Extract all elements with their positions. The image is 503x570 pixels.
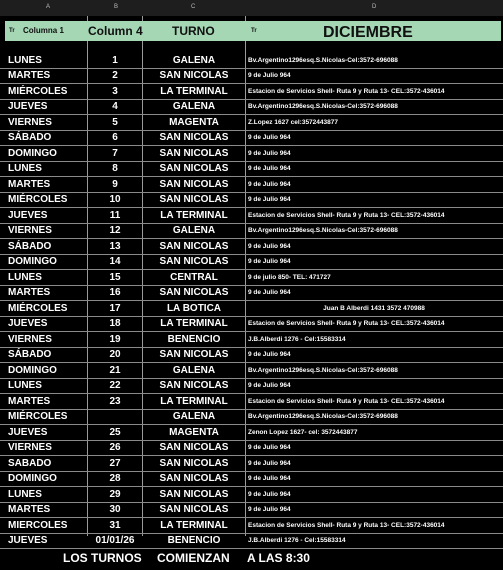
day-cell[interactable]: JUEVES bbox=[8, 101, 48, 112]
address-cell[interactable]: 9 de julio 850- TEL: 471727 bbox=[248, 274, 331, 281]
table-row bbox=[0, 301, 503, 317]
day-cell[interactable]: JUEVES bbox=[8, 535, 48, 546]
day-cell[interactable]: VIERNES bbox=[8, 334, 52, 345]
table-row bbox=[0, 285, 503, 301]
pharmacy-cell[interactable]: SAN NICOLAS bbox=[159, 241, 229, 252]
day-cell[interactable]: DOMINGO bbox=[8, 148, 57, 159]
pharmacy-cell[interactable]: SAN NICOLAS bbox=[159, 349, 229, 360]
table-row bbox=[0, 332, 503, 348]
footer-text-1: LOS TURNOS bbox=[63, 551, 142, 565]
date-number-cell[interactable]: 22 bbox=[109, 380, 121, 391]
address-cell[interactable]: Juan B Alberdi 1431 3572 470988 bbox=[323, 305, 425, 312]
date-number-cell[interactable]: 20 bbox=[109, 349, 121, 360]
pharmacy-cell[interactable]: LA TERMINAL bbox=[160, 86, 228, 97]
pharmacy-cell[interactable]: SAN NICOLAS bbox=[159, 287, 229, 298]
address-cell[interactable]: Bv.Argentino1296esq.S.Nicolas-Cel:3572-696088 bbox=[248, 57, 398, 64]
address-cell[interactable]: 9 de Julio 964 bbox=[248, 382, 291, 389]
table-row bbox=[0, 161, 503, 177]
pharmacy-cell[interactable]: GALENA bbox=[172, 225, 216, 236]
date-number-cell[interactable]: 19 bbox=[109, 334, 121, 345]
address-cell[interactable]: 9 de Julio 964 bbox=[248, 460, 291, 467]
day-cell[interactable]: SABADO bbox=[8, 458, 52, 469]
pharmacy-cell[interactable]: MAGENTA bbox=[169, 427, 219, 438]
header-col2[interactable]: Column 4 bbox=[88, 24, 143, 38]
address-cell[interactable]: Bv.Argentino1296esq.S.Nicolas-Cel:3572-696088 bbox=[248, 413, 398, 420]
pharmacy-cell[interactable]: SAN NICOLAS bbox=[159, 458, 229, 469]
address-cell[interactable]: J.B.Alberdi 1276 - Cel:15583314 bbox=[248, 336, 346, 343]
table-row bbox=[0, 425, 503, 441]
date-number-cell[interactable]: 01/01/26 bbox=[95, 535, 135, 546]
table-row bbox=[0, 533, 503, 549]
table-row bbox=[0, 363, 503, 379]
pharmacy-cell[interactable]: GALENA bbox=[172, 101, 216, 112]
table-row bbox=[0, 270, 503, 286]
table-row bbox=[0, 316, 503, 332]
table-header-row bbox=[5, 21, 501, 41]
date-number-cell[interactable]: 11 bbox=[109, 210, 121, 221]
day-cell[interactable]: DOMINGO bbox=[8, 365, 57, 376]
date-number-cell[interactable]: 8 bbox=[112, 163, 118, 174]
pharmacy-cell[interactable]: SAN NICOLAS bbox=[159, 163, 229, 174]
column-letter-a[interactable]: A bbox=[46, 4, 51, 10]
day-cell[interactable]: JUEVES bbox=[8, 427, 48, 438]
pharmacy-cell[interactable]: LA TERMINAL bbox=[160, 520, 228, 531]
table-row bbox=[0, 378, 503, 394]
date-number-cell[interactable]: 21 bbox=[109, 365, 121, 376]
table-row bbox=[0, 487, 503, 503]
date-number-cell[interactable]: 27 bbox=[109, 458, 121, 469]
date-number-cell[interactable]: 31 bbox=[109, 520, 121, 531]
address-cell[interactable]: Estacion de Servicios Shell- Ruta 9 y Ruta 13- CEL:3572-436014 bbox=[248, 212, 445, 219]
date-number-cell[interactable]: 10 bbox=[109, 194, 121, 205]
day-cell[interactable]: MIERCOLES bbox=[8, 520, 68, 531]
table-row bbox=[0, 99, 503, 115]
day-cell[interactable]: DOMINGO bbox=[8, 473, 57, 484]
pharmacy-cell[interactable]: LA BOTICA bbox=[166, 303, 222, 314]
table-row bbox=[0, 53, 503, 69]
address-cell[interactable]: Bv.Argentino1296esq.S.Nicolas-Cel:3572-696088 bbox=[248, 103, 398, 110]
pharmacy-cell[interactable]: MAGENTA bbox=[169, 117, 219, 128]
address-cell[interactable]: 9 de Julio 964 bbox=[248, 351, 291, 358]
day-cell[interactable]: MARTES bbox=[8, 504, 51, 515]
date-number-cell[interactable]: 13 bbox=[109, 241, 121, 252]
day-cell[interactable]: LUNES bbox=[8, 163, 42, 174]
day-cell[interactable]: SÁBADO bbox=[8, 349, 52, 360]
date-number-cell[interactable]: 1 bbox=[112, 55, 118, 66]
pharmacy-cell[interactable]: BENENCIO bbox=[167, 535, 221, 546]
table-row bbox=[0, 68, 503, 84]
day-cell[interactable]: MARTES bbox=[8, 287, 51, 298]
date-number-cell[interactable]: 25 bbox=[109, 427, 121, 438]
pharmacy-cell[interactable]: LA TERMINAL bbox=[160, 210, 228, 221]
date-number-cell[interactable]: 14 bbox=[109, 256, 121, 267]
table-row bbox=[0, 347, 503, 363]
address-cell[interactable]: Estacion de Servicios Shell- Ruta 9 y Ruta 13- CEL:3572-436014 bbox=[248, 88, 445, 95]
day-cell[interactable]: MARTES bbox=[8, 396, 51, 407]
table-row bbox=[0, 502, 503, 518]
address-cell[interactable]: Estacion de Servicios Shell- Ruta 9 y Ruta 13- CEL:3572-436014 bbox=[248, 398, 445, 405]
text-type-icon[interactable]: Tr bbox=[9, 28, 15, 34]
date-number-cell[interactable]: 16 bbox=[109, 287, 121, 298]
pharmacy-cell[interactable]: GALENA bbox=[172, 55, 216, 66]
address-cell[interactable]: 9 de Julio 964 bbox=[248, 444, 291, 451]
day-cell[interactable]: JUEVES bbox=[8, 318, 48, 329]
table-row bbox=[0, 177, 503, 193]
pharmacy-cell[interactable]: SAN NICOLAS bbox=[159, 148, 229, 159]
date-number-cell[interactable]: 2 bbox=[112, 70, 118, 81]
table-row bbox=[0, 254, 503, 270]
date-number-cell[interactable]: 23 bbox=[109, 396, 121, 407]
footer-text-2: COMIENZAN bbox=[157, 551, 230, 565]
pharmacy-cell[interactable]: SAN NICOLAS bbox=[159, 504, 229, 515]
pharmacy-cell[interactable]: SAN NICOLAS bbox=[159, 442, 229, 453]
day-cell[interactable]: LUNES bbox=[8, 272, 42, 283]
day-cell[interactable]: LUNES bbox=[8, 380, 42, 391]
address-cell[interactable]: Estacion de Servicios Shell- Ruta 9 y Ruta 13- CEL:3572-436014 bbox=[248, 320, 445, 327]
day-cell[interactable]: MIÉRCOLES bbox=[8, 303, 68, 314]
date-number-cell[interactable]: 5 bbox=[112, 117, 118, 128]
address-cell[interactable]: 9 de Julio 964 bbox=[248, 134, 291, 141]
day-cell[interactable]: MARTES bbox=[8, 179, 51, 190]
date-number-cell[interactable]: 30 bbox=[109, 504, 121, 515]
text-type-icon[interactable]: Tr bbox=[251, 28, 257, 34]
column-header-bar bbox=[0, 0, 503, 16]
date-number-cell[interactable]: 7 bbox=[112, 148, 118, 159]
date-number-cell[interactable]: 6 bbox=[112, 132, 118, 143]
address-cell[interactable]: Z.Lopez 1627 cel:3572443877 bbox=[248, 119, 338, 126]
pharmacy-cell[interactable]: GALENA bbox=[172, 411, 216, 422]
day-cell[interactable]: VIERNES bbox=[8, 442, 52, 453]
address-cell[interactable]: Zenon Lopez 1627- cel: 3572443877 bbox=[248, 429, 358, 436]
table-row bbox=[0, 409, 503, 425]
footer-row bbox=[0, 549, 503, 569]
pharmacy-cell[interactable]: SAN NICOLAS bbox=[159, 179, 229, 190]
address-cell[interactable]: J.B.Alberdi 1276 - Cel:15583314 bbox=[248, 537, 346, 544]
pharmacy-cell[interactable]: SAN NICOLAS bbox=[159, 194, 229, 205]
day-cell[interactable]: MIÉRCOLES bbox=[8, 411, 68, 422]
day-cell[interactable]: LUNES bbox=[8, 489, 42, 500]
address-cell[interactable]: 9 de Julio 964 bbox=[248, 289, 291, 296]
day-cell[interactable]: JUEVES bbox=[8, 210, 48, 221]
address-cell[interactable]: 9 de Julio 964 bbox=[248, 150, 291, 157]
table-row bbox=[0, 471, 503, 487]
address-cell[interactable]: 9 de Julio 964 bbox=[248, 165, 291, 172]
date-number-cell[interactable]: 28 bbox=[109, 473, 121, 484]
table-row bbox=[0, 146, 503, 162]
table-row bbox=[0, 130, 503, 146]
pharmacy-cell[interactable]: LA TERMINAL bbox=[160, 318, 228, 329]
date-number-cell[interactable]: 3 bbox=[112, 86, 118, 97]
pharmacy-cell[interactable]: SAN NICOLAS bbox=[159, 70, 229, 81]
table-row bbox=[0, 115, 503, 131]
date-number-cell[interactable]: 17 bbox=[109, 303, 121, 314]
date-number-cell[interactable]: 18 bbox=[109, 318, 121, 329]
address-cell[interactable]: 9 de Julio 964 bbox=[248, 506, 291, 513]
day-cell[interactable]: MIÉRCOLES bbox=[8, 86, 68, 97]
table-row bbox=[0, 456, 503, 472]
address-cell[interactable]: Bv.Argentino1296esq.S.Nicolas-Cel:3572-696088 bbox=[248, 367, 398, 374]
pharmacy-cell[interactable]: SAN NICOLAS bbox=[159, 473, 229, 484]
table-row bbox=[0, 440, 503, 456]
pharmacy-cell[interactable]: CENTRAL bbox=[170, 272, 218, 283]
day-cell[interactable]: SÁBADO bbox=[8, 132, 52, 143]
pharmacy-cell[interactable]: SAN NICOLAS bbox=[159, 380, 229, 391]
address-cell[interactable]: 9 de Julio 964 bbox=[248, 258, 291, 265]
address-cell[interactable]: 9 de Julio 964 bbox=[248, 72, 291, 79]
table-row bbox=[0, 84, 503, 100]
address-cell[interactable]: Estacion de Servicios Shell- Ruta 9 y Ruta 13- CEL:3572-436014 bbox=[248, 522, 445, 529]
day-cell[interactable]: VIERNES bbox=[8, 225, 52, 236]
pharmacy-cell[interactable]: GALENA bbox=[172, 365, 216, 376]
pharmacy-cell[interactable]: BENENCIO bbox=[167, 334, 221, 345]
date-number-cell[interactable]: 29 bbox=[109, 489, 121, 500]
table-row bbox=[0, 208, 503, 224]
date-number-cell[interactable]: 12 bbox=[109, 225, 121, 236]
pharmacy-cell[interactable]: SAN NICOLAS bbox=[159, 256, 229, 267]
table-row bbox=[0, 239, 503, 255]
date-number-cell[interactable]: 9 bbox=[112, 179, 118, 190]
date-number-cell[interactable]: 4 bbox=[112, 101, 118, 112]
address-cell[interactable]: 9 de Julio 964 bbox=[248, 196, 291, 203]
day-cell[interactable]: MIÉRCOLES bbox=[8, 194, 68, 205]
address-cell[interactable]: 9 de Julio 964 bbox=[248, 243, 291, 250]
address-cell[interactable]: Bv.Argentino1296esq.S.Nicolas-Cel:3572-696088 bbox=[248, 227, 398, 234]
date-number-cell[interactable] bbox=[88, 409, 142, 424]
column-letter-c[interactable]: C bbox=[191, 4, 196, 10]
table-row bbox=[0, 518, 503, 534]
table-row bbox=[0, 394, 503, 410]
day-cell[interactable]: VIERNES bbox=[8, 117, 52, 128]
header-col3[interactable]: TURNO bbox=[172, 24, 215, 38]
day-cell[interactable]: DOMINGO bbox=[8, 256, 57, 267]
date-number-cell[interactable]: 26 bbox=[109, 442, 121, 453]
address-cell[interactable]: 9 de Julio 964 bbox=[248, 491, 291, 498]
footer-text-3: A LAS 8:30 bbox=[247, 551, 310, 565]
day-cell[interactable]: LUNES bbox=[8, 55, 42, 66]
day-cell[interactable]: SÁBADO bbox=[8, 241, 52, 252]
pharmacy-cell[interactable]: SAN NICOLAS bbox=[159, 489, 229, 500]
pharmacy-cell[interactable]: LA TERMINAL bbox=[160, 396, 228, 407]
column-letter-b[interactable]: B bbox=[114, 4, 119, 10]
address-cell[interactable]: 9 de Julio 964 bbox=[248, 475, 291, 482]
table-row bbox=[0, 192, 503, 208]
address-cell[interactable]: 9 de Julio 964 bbox=[248, 181, 291, 188]
header-col1[interactable]: Columna 1 bbox=[23, 26, 64, 35]
pharmacy-cell[interactable]: SAN NICOLAS bbox=[159, 132, 229, 143]
day-cell[interactable]: MARTES bbox=[8, 70, 51, 81]
column-letter-d[interactable]: D bbox=[372, 4, 377, 10]
date-number-cell[interactable]: 15 bbox=[109, 272, 121, 283]
header-month[interactable]: DICIEMBRE bbox=[323, 24, 413, 41]
table-row bbox=[0, 223, 503, 239]
